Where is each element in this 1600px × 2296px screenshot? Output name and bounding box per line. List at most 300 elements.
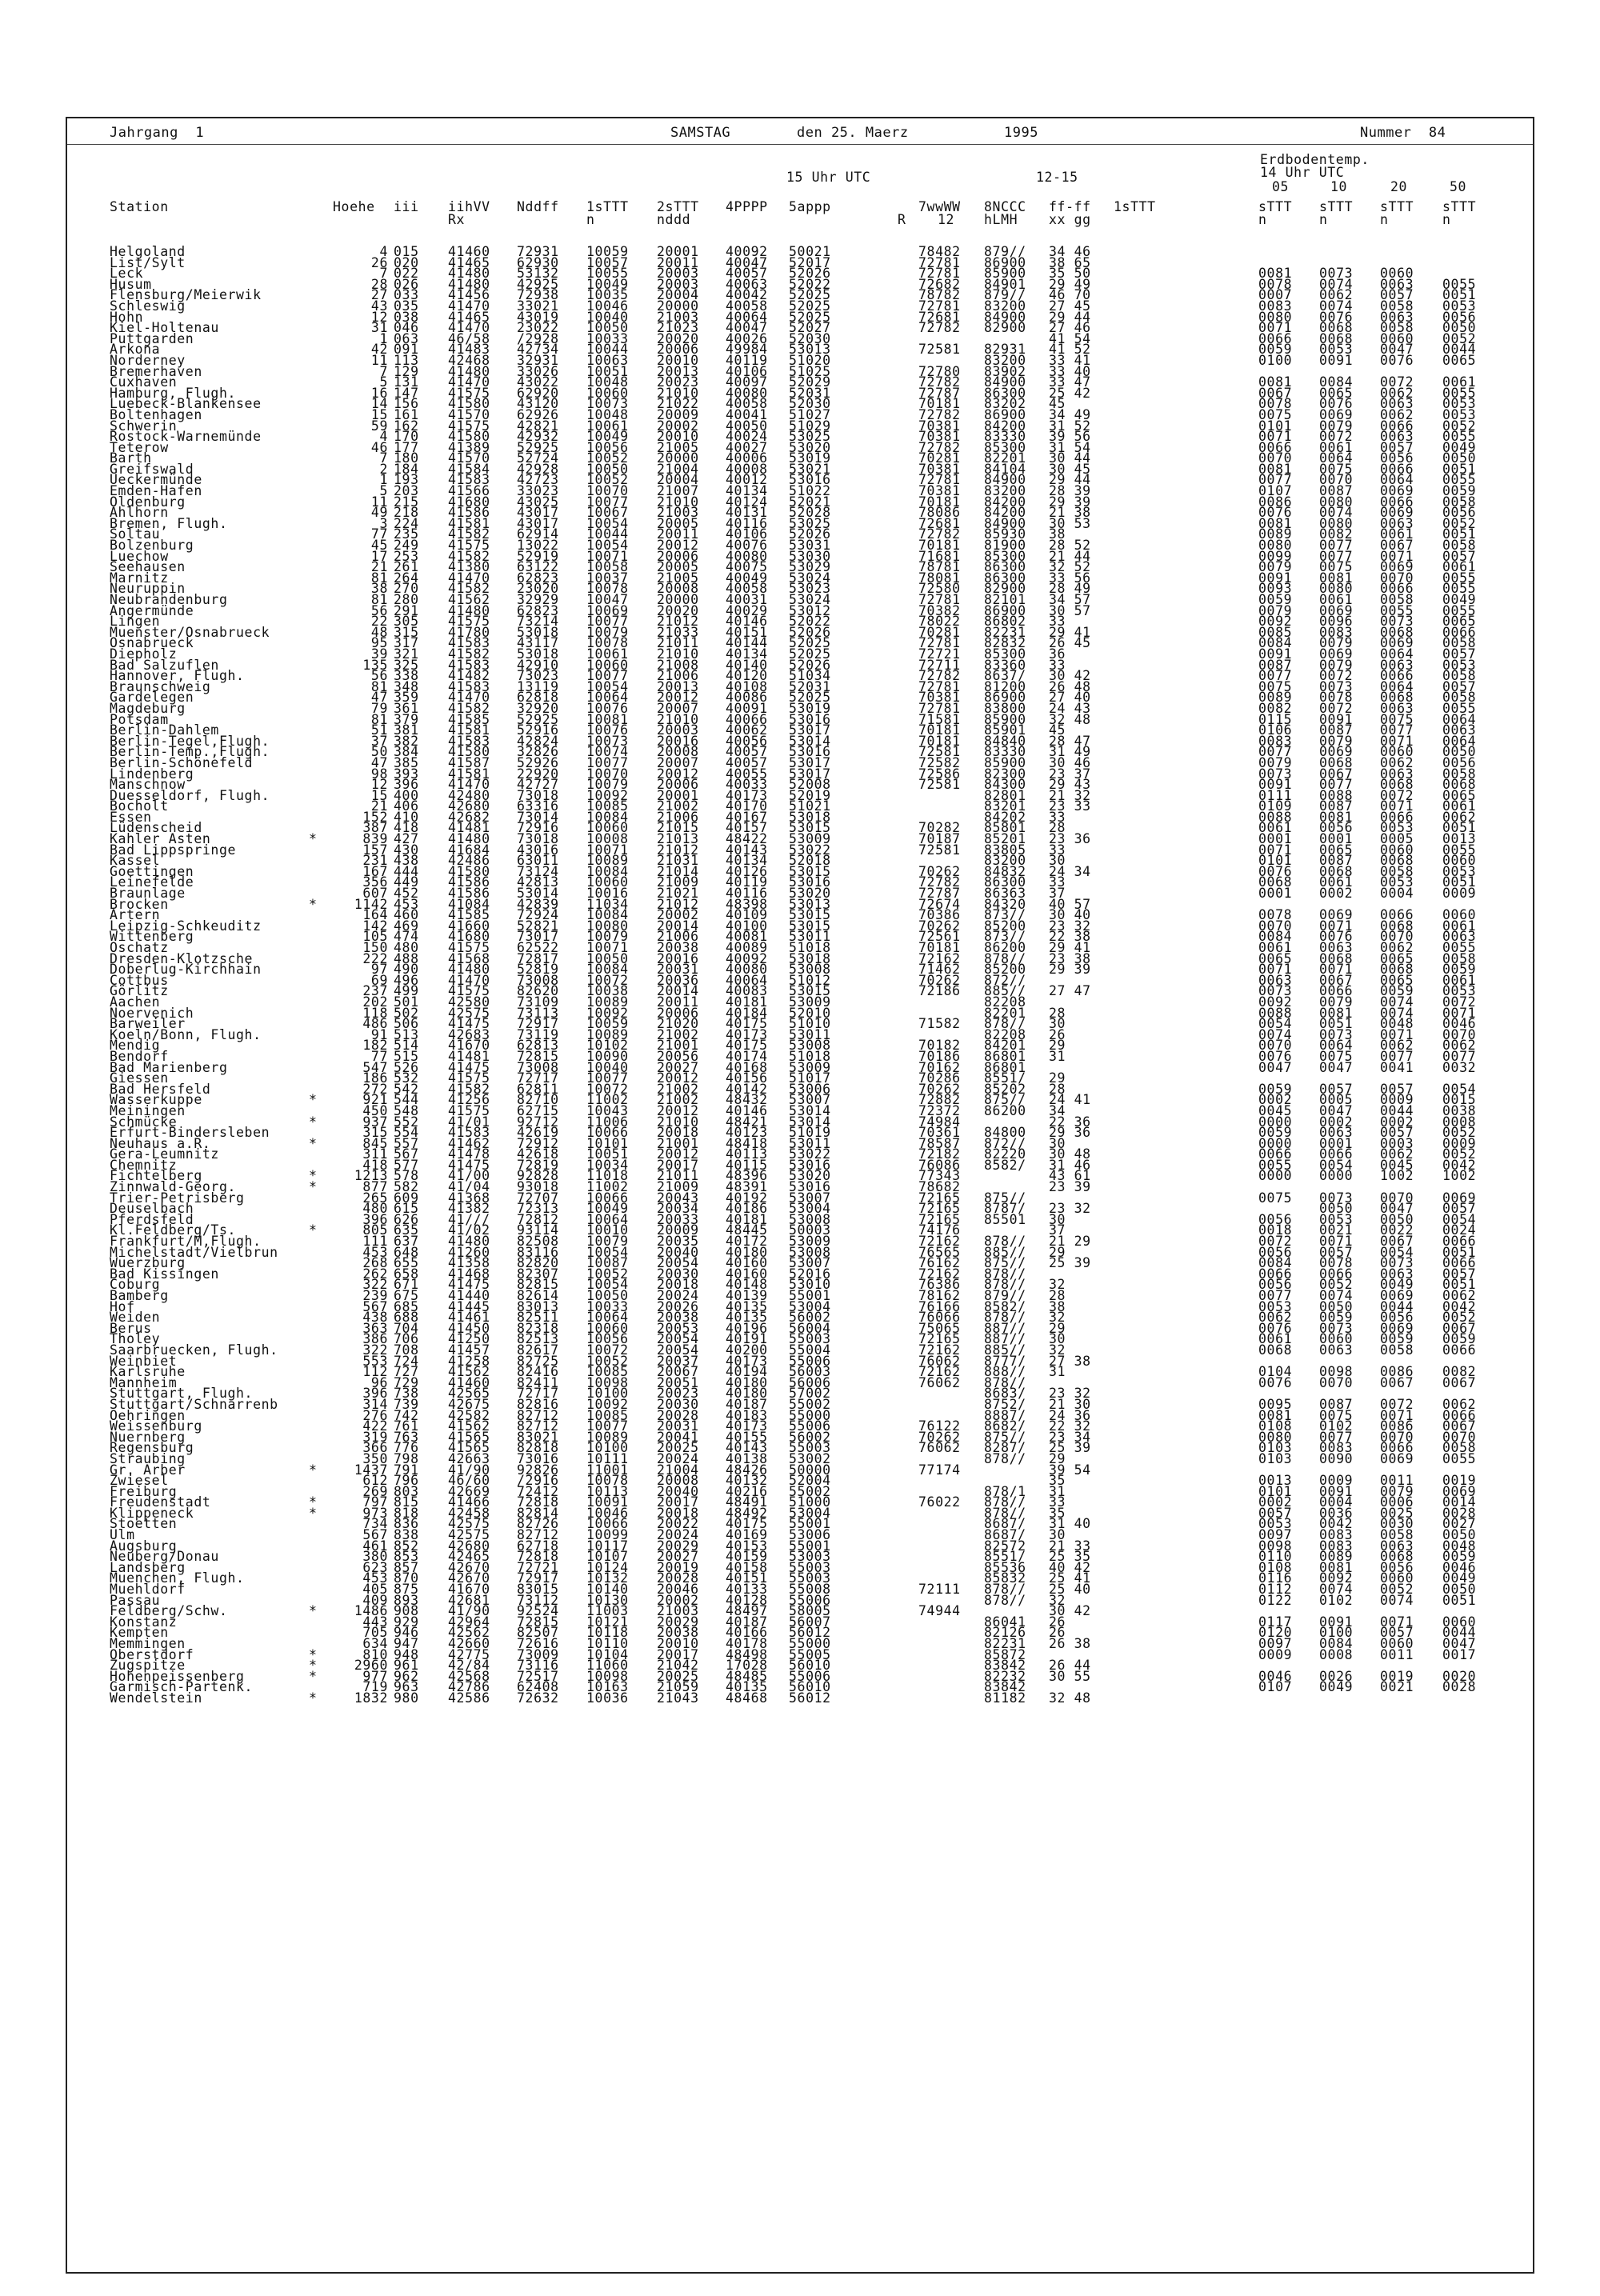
weather-7wwww: 76022 (918, 1494, 961, 1510)
soil-temp-10: 0067 (1319, 766, 1354, 782)
soil-temp-05: 0073 (1258, 766, 1293, 782)
station-index: 147 (394, 385, 419, 401)
weather-7wwww: 70181 (918, 940, 961, 955)
iihvv-value: 41583 (448, 657, 490, 673)
station-index: 675 (394, 1288, 419, 1303)
soil-temp-50: 0044 (1442, 1625, 1477, 1641)
station-height: 387 (362, 820, 388, 836)
nddff-value: 82710 (517, 1092, 559, 1108)
pressure-4pppp: 40057 (726, 754, 768, 770)
weather-7wwww: 71681 (918, 548, 961, 564)
tendency-5appp: 58005 (789, 1603, 831, 1619)
clouds-8nccc: 85501 (984, 1211, 1026, 1227)
tendency-5appp: 53004 (789, 1298, 831, 1314)
station-index: 480 (394, 940, 419, 955)
soil-temp-50: 0057 (1442, 678, 1477, 694)
soil-temp-05: 0081 (1258, 1407, 1293, 1423)
pressure-4pppp: 40134 (726, 483, 768, 499)
soil-temp-10: 0080 (1319, 581, 1354, 597)
wind-gusts: 28 (1049, 1288, 1066, 1303)
wind-gusts: 23 37 (1049, 766, 1091, 782)
station-height: 461 (362, 1538, 388, 1554)
tendency-5appp: 55002 (789, 1396, 831, 1412)
station-index: 626 (394, 1211, 419, 1227)
soil-temp-10: 0087 (1319, 722, 1354, 738)
weather-7wwww: 72781 (918, 635, 961, 651)
clouds-8nccc: 84200 (984, 418, 1026, 434)
soil-temp-05: 0100 (1258, 352, 1293, 368)
soil-temp-05: 0057 (1258, 1505, 1293, 1521)
iihvv-value: 41482 (448, 668, 490, 684)
station-index: 305 (394, 614, 419, 630)
soil-temp-20: 0055 (1380, 602, 1414, 618)
weather-7wwww: 72781 (918, 700, 961, 716)
col-2sttt-sub: nddd (657, 212, 691, 227)
soil-temp-05: 0083 (1258, 298, 1293, 314)
tendency-5appp: 53011 (789, 1026, 831, 1042)
temp-1sttt: 10048 (586, 406, 629, 422)
soil-temp-20: 0053 (1380, 820, 1414, 836)
soil-temp-05: 0068 (1258, 1342, 1293, 1358)
wind-gusts: 27 38 (1049, 1353, 1091, 1369)
temp-1sttt: 11001 (586, 1462, 629, 1478)
temp-2sttt: 20012 (657, 1146, 699, 1162)
soil-temp-50: 0051 (1442, 1244, 1477, 1260)
temp-2sttt: 20003 (657, 722, 699, 738)
soil-temp-50: 0058 (1442, 635, 1477, 651)
station-height: 937 (362, 1114, 388, 1130)
station-name: Boltenhagen (110, 406, 202, 422)
pressure-4pppp: 40155 (726, 1429, 768, 1445)
tendency-5appp: 55001 (789, 1538, 831, 1554)
tendency-5appp: 53014 (789, 1114, 831, 1130)
tendency-5appp: 53010 (789, 1277, 831, 1293)
clouds-8nccc: 872// (984, 972, 1026, 988)
wind-gusts: 39 54 (1049, 1462, 1091, 1478)
header-divider (67, 144, 1533, 145)
soil-temp-50: 0057 (1442, 548, 1477, 564)
tendency-5appp: 52025 (789, 646, 831, 662)
temp-2sttt: 20016 (657, 950, 699, 966)
soil-temp-20: 0063 (1380, 766, 1414, 782)
station-index: 131 (394, 374, 419, 390)
clouds-8nccc: 84900 (984, 309, 1026, 325)
weather-7wwww: 72561 (918, 929, 961, 945)
iihvv-value: 41580 (448, 429, 490, 445)
soil-temp-50: 0067 (1442, 1374, 1477, 1390)
wind-gusts: 31 40 (1049, 1516, 1091, 1532)
station-index: 496 (394, 972, 419, 988)
soil-temp-05: 0076 (1258, 505, 1293, 521)
station-name: Wuerzburg (110, 1255, 186, 1271)
station-height: 269 (362, 1483, 388, 1499)
iihvv-value: 42575 (448, 1005, 490, 1021)
soil-temp-20: 0011 (1380, 1473, 1414, 1489)
station-index: 557 (394, 1135, 419, 1151)
soil-temp-10: 0083 (1319, 1440, 1354, 1456)
mountain-marker: * (309, 1135, 318, 1151)
soil-temp-50: 0054 (1442, 1211, 1477, 1227)
soil-temp-50: 0055 (1442, 570, 1477, 586)
station-name: Konstanz (110, 1614, 178, 1630)
soil-temp-05: 0108 (1258, 1418, 1293, 1434)
soil-temp-50: 0056 (1442, 505, 1477, 521)
temp-1sttt: 10034 (586, 1157, 629, 1173)
soil-temp-50: 0057 (1442, 1201, 1477, 1217)
iihvv-value: 42670 (448, 1570, 490, 1586)
soil-temp-10: 0068 (1319, 950, 1354, 966)
pressure-4pppp: 48468 (726, 1690, 768, 1706)
soil-temp-10: 0098 (1319, 1364, 1354, 1380)
wind-gusts: 28 39 (1049, 483, 1091, 499)
pressure-4pppp: 40075 (726, 559, 768, 575)
clouds-8nccc: 83202 (984, 396, 1026, 412)
nddff-value: 62914 (517, 526, 559, 542)
station-index: 291 (394, 602, 419, 618)
temp-1sttt: 10061 (586, 418, 629, 434)
weather-7wwww: 76066 (918, 1310, 961, 1326)
station-height: 350 (362, 1450, 388, 1466)
station-index: 270 (394, 581, 419, 597)
pressure-4pppp: 48498 (726, 1646, 768, 1662)
station-height: 7 (379, 450, 388, 466)
soil-temp-50: 0046 (1442, 1016, 1477, 1032)
wind-gusts: 30 (1049, 1135, 1066, 1151)
date-label: den 25. Maerz (797, 125, 909, 141)
temp-2sttt: 20040 (657, 1244, 699, 1260)
station-height: 921 (362, 1092, 388, 1108)
pressure-4pppp: 40151 (726, 624, 768, 640)
iihvv-value: 46/60 (448, 1473, 490, 1489)
nddff-value: 62926 (517, 406, 559, 422)
temp-2sttt: 20041 (657, 1429, 699, 1445)
temp-2sttt: 20006 (657, 1005, 699, 1021)
soil-temp-50: 0066 (1442, 1255, 1477, 1271)
wind-gusts: 32 (1049, 1592, 1066, 1608)
soil-temp-20: 0063 (1380, 700, 1414, 716)
temp-2sttt: 21006 (657, 809, 699, 825)
station-name: Greifswald (110, 461, 194, 477)
soil-temp-05: 0081 (1258, 461, 1293, 477)
weather-7wwww: 72782 (918, 374, 961, 390)
station-height: 4 (379, 429, 388, 445)
tendency-5appp: 53002 (789, 1450, 831, 1466)
clouds-8nccc: 85300 (984, 548, 1026, 564)
tendency-5appp: 52022 (789, 614, 831, 630)
wind-gusts: 21 29 (1049, 1234, 1091, 1250)
station-height: 118 (362, 1005, 388, 1021)
pressure-4pppp: 40056 (726, 733, 768, 749)
nddff-value: 82814 (517, 1505, 559, 1521)
tendency-5appp: 55002 (789, 1483, 831, 1499)
soil-temp-20: 0068 (1380, 853, 1414, 869)
soil-temp-05: 0080 (1258, 538, 1293, 554)
tendency-5appp: 53014 (789, 733, 831, 749)
station-index: 129 (394, 363, 419, 379)
station-height: 845 (362, 1135, 388, 1151)
station-name: Weinbiet (110, 1353, 178, 1369)
clouds-8nccc: 8752/ (984, 1396, 1026, 1412)
soil-temp-05: 0078 (1258, 276, 1293, 292)
soil-temp-20: 0068 (1380, 1549, 1414, 1565)
station-name: Soltau (110, 526, 161, 542)
wind-gusts: 21 30 (1049, 1396, 1091, 1412)
temp-2sttt: 21020 (657, 1016, 699, 1032)
nddff-value: 92524 (517, 1603, 559, 1619)
soil-temp-10: 0063 (1319, 1342, 1354, 1358)
station-index: 815 (394, 1494, 419, 1510)
wind-gusts: 30 40 (1049, 907, 1091, 923)
temp-2sttt: 20011 (657, 254, 699, 270)
tendency-5appp: 53009 (789, 994, 831, 1010)
soil-temp-50: 0058 (1442, 690, 1477, 706)
col-sttt-50-sub: n (1442, 212, 1451, 227)
soil-temp-10: 0065 (1319, 842, 1354, 858)
nddff-value: 52821 (517, 918, 559, 934)
soil-temp-50: 0055 (1442, 581, 1477, 597)
station-index: 488 (394, 950, 419, 966)
soil-temp-20: 0025 (1380, 1505, 1414, 1521)
col-ffff: ff-ff (1049, 199, 1091, 214)
station-name: Lingen (110, 614, 161, 630)
soil-temp-10: 0036 (1319, 1505, 1354, 1521)
soil-temp-50: 0042 (1442, 1298, 1477, 1314)
temp-2sttt: 20017 (657, 1157, 699, 1173)
station-index: 261 (394, 559, 419, 575)
wind-gusts: 21 32 (1049, 787, 1091, 803)
nddff-value: /2916 (517, 1473, 559, 1489)
nddff-value: 82318 (517, 1320, 559, 1336)
station-height: 453 (362, 1244, 388, 1260)
soil-temp-05: 0068 (1258, 874, 1293, 890)
soil-temp-50: 0062 (1442, 1038, 1477, 1054)
wind-gusts: 27 47 (1049, 983, 1091, 999)
soil-temp-05: 0001 (1258, 831, 1293, 847)
weather-7wwww: 74944 (918, 1603, 961, 1619)
iihvv-value: 42682 (448, 809, 490, 825)
soil-temp-10: 0077 (1319, 548, 1354, 564)
soil-temp-05: 0071 (1258, 962, 1293, 978)
clouds-8nccc: 85536 (984, 1559, 1026, 1575)
soil-temp-50: 0050 (1442, 744, 1477, 760)
soil-temp-05: 0081 (1258, 374, 1293, 390)
tendency-5appp: 53019 (789, 700, 831, 716)
iihvv-value: 42680 (448, 798, 490, 814)
nddff-value: 42821 (517, 418, 559, 434)
temp-1sttt: 10069 (586, 602, 629, 618)
soil-temp-20: 0077 (1380, 1048, 1414, 1064)
station-name: Braunlage (110, 886, 186, 902)
station-height: 3 (379, 515, 388, 531)
clouds-8nccc: 82232 (984, 1668, 1026, 1684)
station-name: Rostock-Warnemünde (110, 429, 262, 445)
clouds-8nccc: 86200 (984, 940, 1026, 955)
temp-2sttt: 20067 (657, 1364, 699, 1380)
pressure-4pppp: 40008 (726, 461, 768, 477)
wind-gusts: 30 (1049, 853, 1066, 869)
temp-1sttt: 10077 (586, 614, 629, 630)
soil-temp-50: 0082 (1442, 1364, 1477, 1380)
soil-temp-20: 0063 (1380, 396, 1414, 412)
station-height: 17 (370, 548, 388, 564)
station-height: 380 (362, 1549, 388, 1565)
pressure-4pppp: 40012 (726, 472, 768, 488)
clouds-8nccc: 82931 (984, 342, 1026, 358)
iihvv-value: 41480 (448, 962, 490, 978)
soil-temp-10: 0073 (1319, 266, 1354, 282)
wind-gusts: 21 33 (1049, 1538, 1091, 1554)
temp-2sttt: 20030 (657, 1396, 699, 1412)
temp-1sttt: 10117 (586, 1538, 629, 1554)
weather-7wwww: 70381 (918, 418, 961, 434)
soil-temp-20: 0058 (1380, 863, 1414, 879)
pressure-4pppp: 40144 (726, 635, 768, 651)
tendency-5appp: 51020 (789, 352, 831, 368)
weather-7wwww: 70181 (918, 538, 961, 554)
temp-2sttt: 21004 (657, 461, 699, 477)
soil-temp-10: 0077 (1319, 777, 1354, 793)
pressure-4pppp: 40086 (726, 690, 768, 706)
soil-temp-05: 0001 (1258, 886, 1293, 902)
weather-7wwww: 72787 (918, 385, 961, 401)
pressure-4pppp: 40134 (726, 646, 768, 662)
nddff-value: 53132 (517, 266, 559, 282)
temp-2sttt: 20013 (657, 363, 699, 379)
tendency-5appp: 55001 (789, 1516, 831, 1532)
nddff-value: 62920 (517, 385, 559, 401)
temp-2sttt: 20036 (657, 972, 699, 988)
soil-temp-50: 0059 (1442, 962, 1477, 978)
soil-temp-20: 0066 (1380, 494, 1414, 510)
pressure-4pppp: 40024 (726, 429, 768, 445)
soil-temp-10: 0087 (1319, 483, 1354, 499)
soil-temp-10: 0042 (1319, 1516, 1354, 1532)
day-label: SAMSTAG (670, 125, 731, 141)
soil-temp-20: 0079 (1380, 1483, 1414, 1499)
temp-1sttt: 10079 (586, 929, 629, 945)
pressure-4pppp: 40140 (726, 657, 768, 673)
station-index: 635 (394, 1222, 419, 1238)
pressure-4pppp: 40106 (726, 526, 768, 542)
mountain-marker: * (309, 896, 318, 912)
weather-7wwww: 72782 (918, 406, 961, 422)
iihvv-value: 42580 (448, 994, 490, 1010)
temp-1sttt: 10077 (586, 494, 629, 510)
iihvv-value: 42562 (448, 1625, 490, 1641)
soil-temp-50: 0049 (1442, 439, 1477, 455)
station-name: Klippeneck (110, 1505, 194, 1521)
temp-2sttt: 21023 (657, 320, 699, 336)
wind-gusts: 30 (1049, 1527, 1066, 1543)
station-height: 167 (362, 863, 388, 879)
depth-20: 20 (1390, 179, 1408, 194)
soil-temp-50: 0061 (1442, 972, 1477, 988)
weather-7wwww: 72781 (918, 592, 961, 607)
pressure-4pppp: 48492 (726, 1505, 768, 1521)
clouds-8nccc: 83200 (984, 352, 1026, 368)
soil-temp-05: 0067 (1258, 385, 1293, 401)
weather-7wwww: 72582 (918, 754, 961, 770)
temp-1sttt: 10064 (586, 1310, 629, 1326)
nddff-value: 43025 (517, 494, 559, 510)
nddff-value: 42928 (517, 461, 559, 477)
station-height: 81 (370, 570, 388, 586)
soil-temp-50: 0051 (1442, 820, 1477, 836)
temp-1sttt: 10050 (586, 950, 629, 966)
nddff-value: 72812 (517, 1211, 559, 1227)
station-name: Erfurt-Bindersleben (110, 1125, 270, 1141)
soil-temp-10: 0100 (1319, 1625, 1354, 1641)
clouds-8nccc: 8551/ (984, 1549, 1026, 1565)
station-name: Bad Kissingen (110, 1266, 219, 1282)
soil-temp-05: 0070 (1258, 918, 1293, 934)
iihvv-value: 41470 (448, 972, 490, 988)
wind-gusts: 25 41 (1049, 1570, 1091, 1586)
soil-temp-20: 0077 (1380, 722, 1414, 738)
temp-2sttt: 20027 (657, 1549, 699, 1565)
tendency-5appp: 55006 (789, 1353, 831, 1369)
soil-temp-10: 0065 (1319, 385, 1354, 401)
temp-1sttt: 11006 (586, 1114, 629, 1130)
tendency-5appp: 52031 (789, 385, 831, 401)
tendency-5appp: 56007 (789, 1614, 831, 1630)
soil-temp-50: 0015 (1442, 1092, 1477, 1108)
soil-temp-20: 0076 (1380, 352, 1414, 368)
pressure-4pppp: 48485 (726, 1668, 768, 1684)
soil-temp-05: 0076 (1258, 863, 1293, 879)
temp-1sttt: 10081 (586, 711, 629, 727)
iihvv-value: 41570 (448, 406, 490, 422)
wind-gusts: 26 38 (1049, 1636, 1091, 1651)
iihvv-value: 41565 (448, 1429, 490, 1445)
station-height: 97 (370, 962, 388, 978)
clouds-8nccc: 86300 (984, 874, 1026, 890)
station-name: Pferdsfeld (110, 1211, 194, 1227)
tendency-5appp: 53025 (789, 429, 831, 445)
temp-2sttt: 21011 (657, 1168, 699, 1184)
tendency-5appp: 52026 (789, 657, 831, 673)
iihvv-value: 41580 (448, 396, 490, 412)
iihvv-value: 42568 (448, 1668, 490, 1684)
station-height: 111 (362, 1234, 388, 1250)
soil-temp-10: 0066 (1319, 1146, 1354, 1162)
soil-temp-20: 0073 (1380, 614, 1414, 630)
soil-temp-50: 0058 (1442, 538, 1477, 554)
weather-7wwww: 76386 (918, 1277, 961, 1293)
tendency-5appp: 52018 (789, 853, 831, 869)
pressure-4pppp: 40135 (726, 1298, 768, 1314)
wind-gusts: 34 49 (1049, 406, 1091, 422)
wind-gusts: 27 46 (1049, 320, 1091, 336)
temp-1sttt: 10060 (586, 385, 629, 401)
soil-temp-10: 0083 (1319, 1527, 1354, 1543)
station-height: 734 (362, 1516, 388, 1532)
station-name: Chemnitz (110, 1157, 178, 1173)
station-height: 48 (370, 624, 388, 640)
iihvv-value: 41582 (448, 581, 490, 597)
tendency-5appp: 53014 (789, 1102, 831, 1118)
weather-7wwww: 78781 (918, 559, 961, 575)
pressure-4pppp: 40169 (726, 1527, 768, 1543)
weather-7wwww: 70162 (918, 1059, 961, 1075)
wind-gusts: 32 48 (1049, 711, 1091, 727)
soil-temp-10: 0091 (1319, 352, 1354, 368)
temp-2sttt: 21015 (657, 820, 699, 836)
tendency-5appp: 53016 (789, 1157, 831, 1173)
soil-temp-50: 0053 (1442, 657, 1477, 673)
soil-temp-50: 0054 (1442, 1081, 1477, 1097)
temp-2sttt: 20024 (657, 1527, 699, 1543)
